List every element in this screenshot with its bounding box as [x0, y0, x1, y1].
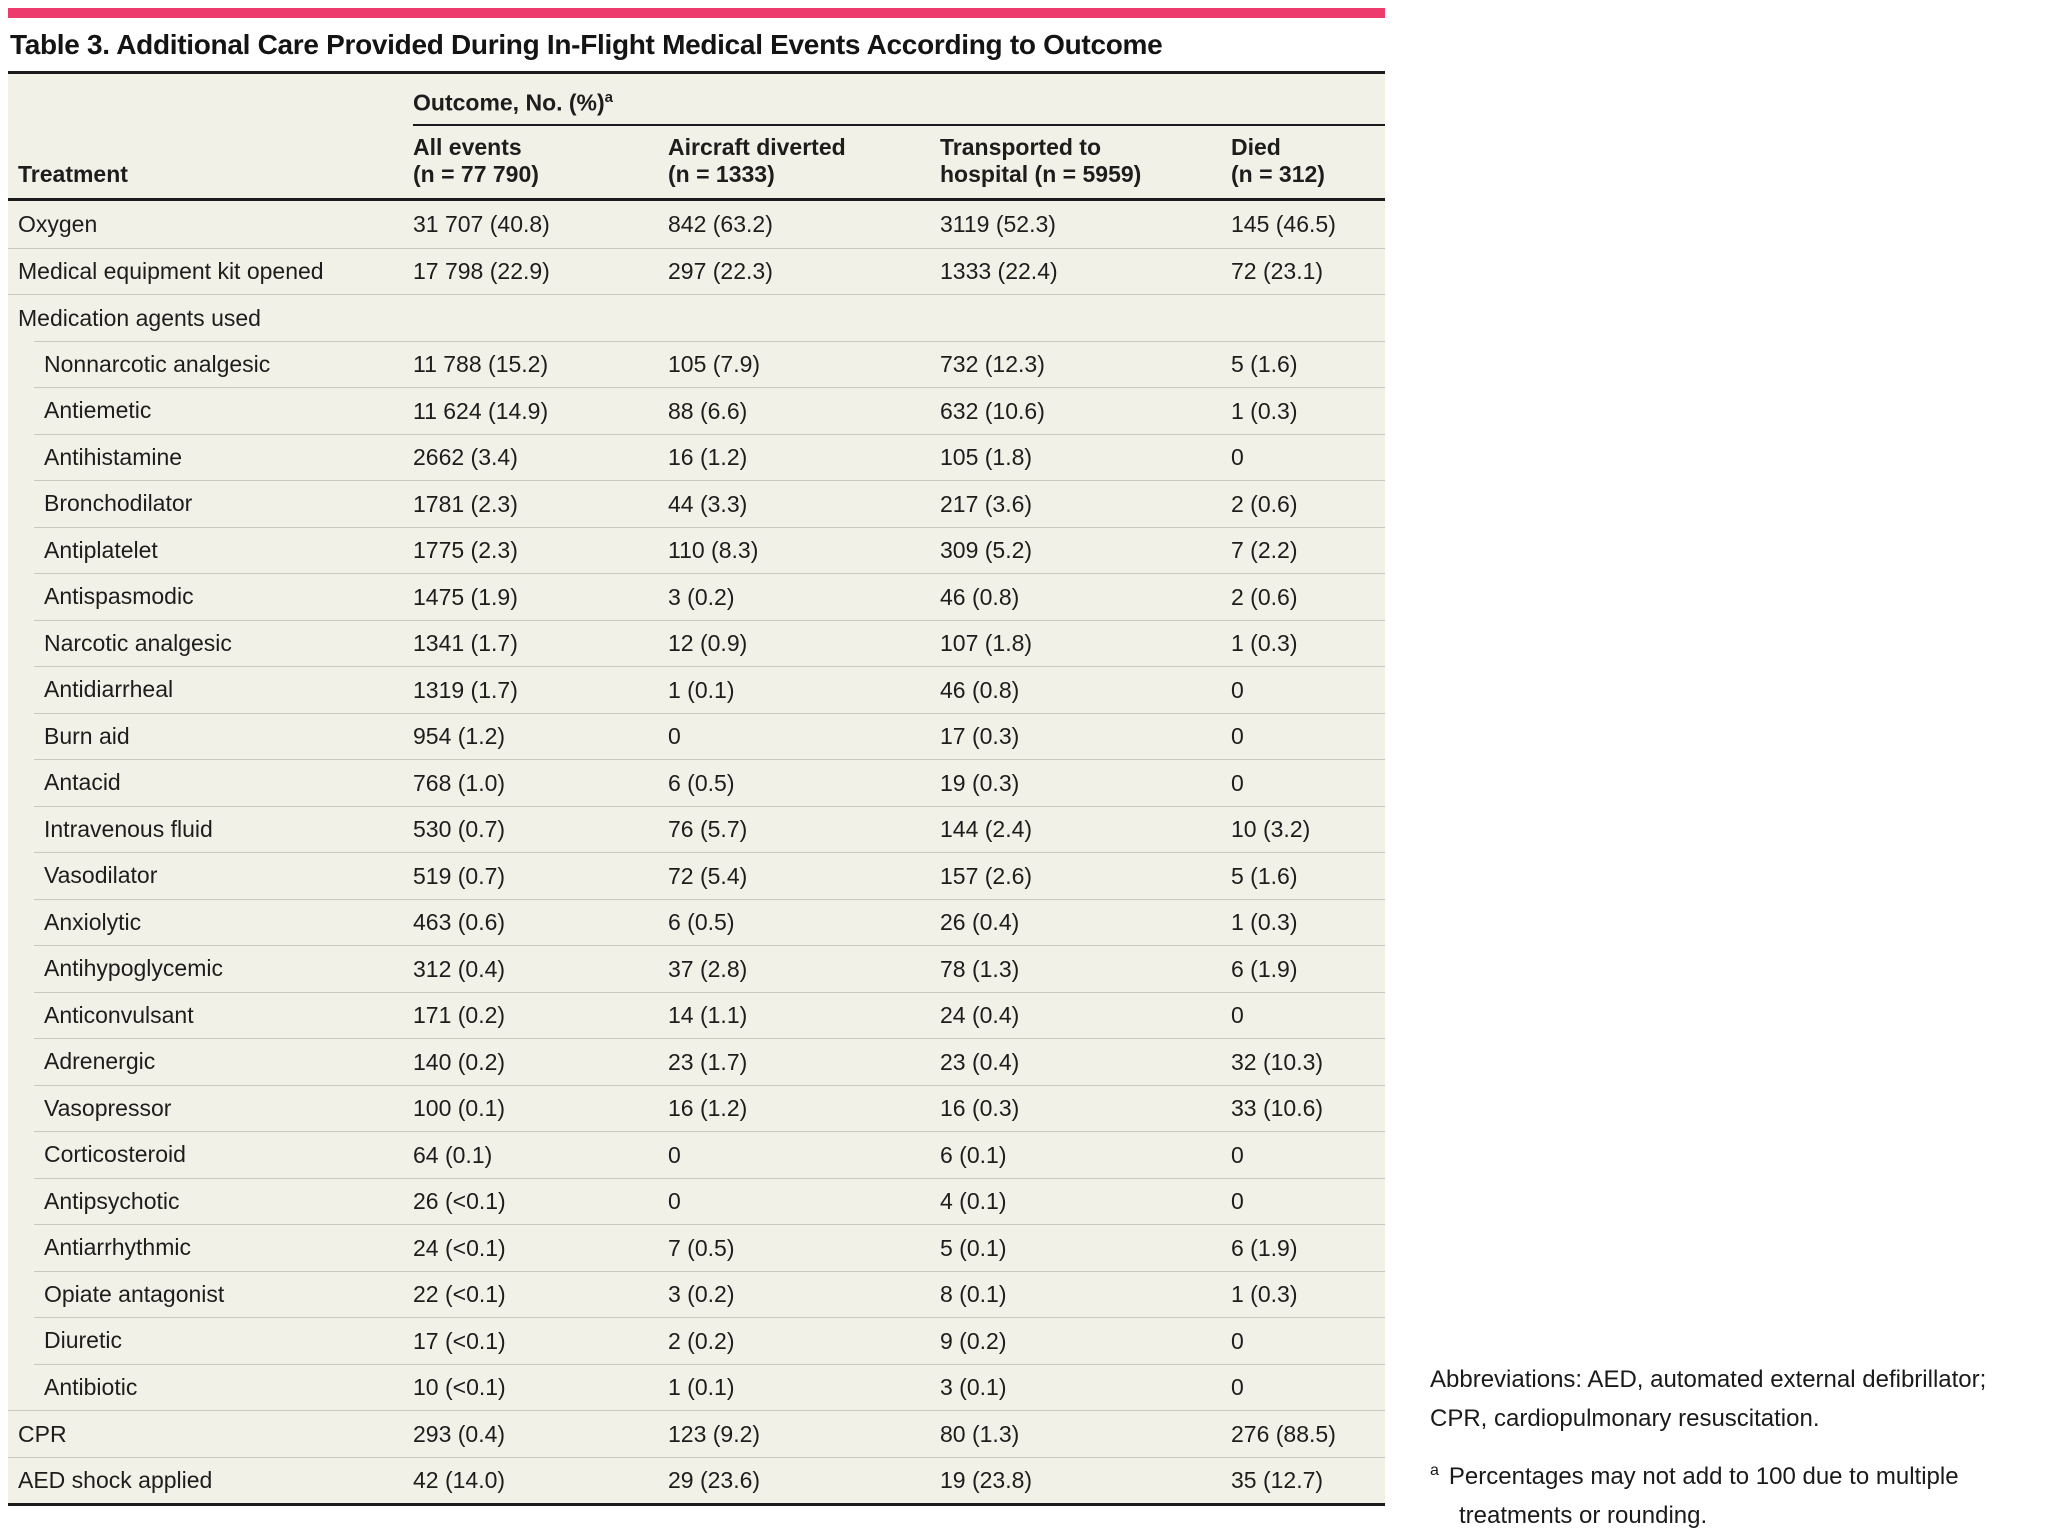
value-cell: 1475 (1.9)	[413, 573, 668, 620]
column-header-line: Transported to	[940, 134, 1102, 161]
value-cell: 217 (3.6)	[940, 480, 1231, 527]
value-cell: 3119 (52.3)	[940, 211, 1056, 238]
value-cell: 23 (0.4)	[940, 1038, 1231, 1085]
value-cell: 16 (0.3)	[940, 1085, 1231, 1132]
value-cell: 1 (0.1)	[668, 666, 940, 713]
value-cell: 46 (0.8)	[940, 573, 1231, 620]
value-cell: 31 707 (40.8)	[413, 211, 550, 238]
value-cell: 4 (0.1)	[940, 1178, 1231, 1225]
table-row	[8, 434, 1385, 481]
value-cell: 5 (0.1)	[940, 1224, 1231, 1271]
treatment-label: Narcotic analgesic	[8, 620, 413, 667]
treatment-label: Antihistamine	[8, 434, 413, 481]
table-row	[8, 1364, 1385, 1411]
value-cell: 0	[1231, 713, 1385, 760]
treatment-label: Antidiarrheal	[8, 666, 413, 713]
table-row	[8, 1178, 1385, 1225]
value-cell: 1775 (2.3)	[413, 527, 668, 574]
value-cell: 44 (3.3)	[668, 480, 940, 527]
column-header-transported	[940, 126, 1231, 201]
treatment-label: Vasodilator	[8, 852, 413, 899]
value-cell: 72 (5.4)	[668, 852, 940, 899]
value-cell: 842 (63.2)	[668, 211, 773, 238]
value-cell: 157 (2.6)	[940, 852, 1231, 899]
value-cell: 29 (23.6)	[668, 1457, 940, 1504]
value-cell: 6 (0.5)	[668, 759, 940, 806]
spanner-row	[8, 74, 1385, 127]
value-cell: 32 (10.3)	[1231, 1038, 1385, 1085]
value-cell: 16 (1.2)	[668, 1085, 940, 1132]
table-row	[8, 294, 1385, 341]
value-cell: 5 (1.6)	[1231, 852, 1385, 899]
value-cell: 0	[1231, 1317, 1385, 1364]
value-cell: 22 (<0.1)	[413, 1271, 668, 1318]
value-cell: 11 624 (14.9)	[413, 387, 668, 434]
table-row	[8, 806, 1385, 853]
treatment-label: Vasopressor	[8, 1085, 413, 1132]
spanner-footnote-marker: a	[604, 88, 614, 106]
value-cell: 107 (1.8)	[940, 620, 1231, 667]
table-row	[8, 759, 1385, 806]
value-cell: 6 (0.1)	[940, 1131, 1231, 1178]
value-cell: 1341 (1.7)	[413, 620, 668, 667]
treatment-label: Anxiolytic	[8, 899, 413, 946]
value-cell: 140 (0.2)	[413, 1038, 668, 1085]
treatment-label: Nonnarcotic analgesic	[8, 341, 413, 388]
table-row	[8, 620, 1385, 667]
table-row	[8, 201, 1385, 248]
treatment-label: Medical equipment kit opened	[8, 248, 413, 295]
value-cell: 105 (7.9)	[668, 341, 940, 388]
value-cell: 11 788 (15.2)	[413, 341, 668, 388]
value-cell: 72 (23.1)	[1231, 248, 1385, 295]
table-row	[8, 527, 1385, 574]
value-cell: 76 (5.7)	[668, 806, 940, 853]
value-cell: 110 (8.3)	[668, 527, 940, 574]
value-cell: 0	[668, 713, 940, 760]
value-cell: 144 (2.4)	[940, 806, 1231, 853]
value-cell: 123 (9.2)	[668, 1410, 940, 1457]
value-cell: 1333 (22.4)	[940, 248, 1231, 295]
value-cell: 293 (0.4)	[413, 1410, 668, 1457]
treatment-label: Opiate antagonist	[8, 1271, 413, 1318]
value-cell: 17 (0.3)	[940, 713, 1231, 760]
value-cell: 80 (1.3)	[940, 1410, 1231, 1457]
value-cell: 0	[668, 1131, 940, 1178]
value-cell	[668, 294, 940, 341]
treatment-label: Antiarrhythmic	[8, 1224, 413, 1271]
treatment-label: Oxygen	[18, 211, 98, 238]
treatment-label: CPR	[8, 1410, 413, 1457]
treatment-label: Antihypoglycemic	[8, 945, 413, 992]
value-cell: 26 (0.4)	[940, 899, 1231, 946]
footnote-a-marker: a	[1430, 1462, 1439, 1479]
value-cell: 2 (0.6)	[1231, 573, 1385, 620]
table-figure	[8, 8, 1385, 1506]
value-cell: 10 (<0.1)	[413, 1364, 668, 1411]
value-cell: 1 (0.3)	[1231, 620, 1385, 667]
value-cell: 1 (0.3)	[1231, 1271, 1385, 1318]
treatment-label: Antacid	[8, 759, 413, 806]
value-cell: 88 (6.6)	[668, 387, 940, 434]
table-row	[8, 341, 1385, 388]
accent-bar	[8, 8, 1385, 18]
value-cell: 35 (12.7)	[1231, 1457, 1385, 1504]
column-header-line: hospital (n = 5959)	[940, 161, 1142, 188]
table-row	[8, 1457, 1385, 1504]
table-row	[8, 1038, 1385, 1085]
footnote-a	[1430, 1451, 2034, 1535]
column-header-treatment: Treatment	[8, 74, 413, 201]
treatment-label: Adrenergic	[8, 1038, 413, 1085]
value-cell: 46 (0.8)	[940, 666, 1231, 713]
value-cell: 6 (0.5)	[668, 899, 940, 946]
value-cell: 17 798 (22.9)	[413, 248, 668, 295]
treatment-label: Medication agents used	[8, 294, 413, 341]
value-cell: 954 (1.2)	[413, 713, 668, 760]
value-cell: 2662 (3.4)	[413, 434, 668, 481]
column-header-line: (n = 312)	[1231, 161, 1325, 188]
value-cell: 37 (2.8)	[668, 945, 940, 992]
value-cell: 24 (<0.1)	[413, 1224, 668, 1271]
value-cell: 1 (0.3)	[1231, 387, 1385, 434]
value-cell: 7 (0.5)	[668, 1224, 940, 1271]
value-cell: 8 (0.1)	[940, 1271, 1231, 1318]
value-cell: 632 (10.6)	[940, 387, 1231, 434]
treatment-label: Corticosteroid	[8, 1131, 413, 1178]
value-cell: 24 (0.4)	[940, 992, 1231, 1039]
value-cell: 3 (0.2)	[668, 573, 940, 620]
value-cell: 16 (1.2)	[668, 434, 940, 481]
value-cell: 768 (1.0)	[413, 759, 668, 806]
value-cell: 0	[1231, 1364, 1385, 1411]
value-cell: 309 (5.2)	[940, 527, 1231, 574]
table-row	[8, 1410, 1385, 1457]
value-cell: 23 (1.7)	[668, 1038, 940, 1085]
value-cell: 64 (0.1)	[413, 1131, 668, 1178]
value-cell: 0	[668, 1178, 940, 1225]
value-cell: 297 (22.3)	[668, 248, 940, 295]
value-cell: 1319 (1.7)	[413, 666, 668, 713]
value-cell: 100 (0.1)	[413, 1085, 668, 1132]
footnote-a-text: Percentages may not add to 100 due to multiple treatments or rounding.	[1448, 1463, 1959, 1529]
value-cell: 519 (0.7)	[413, 852, 668, 899]
treatment-label: Antipsychotic	[8, 1178, 413, 1225]
value-cell: 312 (0.4)	[413, 945, 668, 992]
value-cell: 5 (1.6)	[1231, 341, 1385, 388]
value-cell: 0	[1231, 759, 1385, 806]
table-row	[8, 992, 1385, 1039]
value-cell: 78 (1.3)	[940, 945, 1231, 992]
column-header-line: (n = 1333)	[668, 161, 775, 188]
value-cell: 276 (88.5)	[1231, 1410, 1385, 1457]
spanner-label: Outcome, No. (%)	[413, 89, 605, 116]
table-header	[8, 74, 1385, 201]
value-cell: 19 (23.8)	[940, 1457, 1231, 1504]
spanner-header	[413, 74, 1385, 127]
value-cell: 2 (0.2)	[668, 1317, 940, 1364]
value-cell: 463 (0.6)	[413, 899, 668, 946]
column-header-line: Aircraft diverted	[668, 134, 846, 161]
value-cell: 12 (0.9)	[668, 620, 940, 667]
treatment-label: Antispasmodic	[8, 573, 413, 620]
value-cell: 105 (1.8)	[940, 434, 1231, 481]
table-row	[8, 852, 1385, 899]
column-header-line: Died	[1231, 134, 1281, 161]
table-row	[8, 573, 1385, 620]
table-row	[8, 945, 1385, 992]
column-header-aircraft-diverted	[668, 126, 940, 201]
table-row	[8, 248, 1385, 295]
table-row	[8, 713, 1385, 760]
value-cell: 3 (0.1)	[940, 1364, 1231, 1411]
column-header-all-events	[413, 126, 668, 201]
table-row	[8, 1271, 1385, 1318]
value-cell: 6 (1.9)	[1231, 1224, 1385, 1271]
abbreviations-note: Abbreviations: AED, automated external defibrillator; CPR, cardiopulmonary resuscitation.	[1430, 1366, 1987, 1432]
table-row	[8, 1131, 1385, 1178]
outcomes-table	[8, 71, 1385, 1506]
value-cell: 0	[1231, 992, 1385, 1039]
table-row	[8, 899, 1385, 946]
table-row	[8, 1085, 1385, 1132]
table-body	[8, 201, 1385, 1503]
table-title: Table 3. Additional Care Provided During In-Flight Medical Events According to Outcome	[10, 29, 1163, 60]
value-cell: 33 (10.6)	[1231, 1085, 1385, 1132]
value-cell: 6 (1.9)	[1231, 945, 1385, 992]
treatment-label: Antiemetic	[8, 387, 413, 434]
treatment-label: Diuretic	[8, 1317, 413, 1364]
value-cell: 14 (1.1)	[668, 992, 940, 1039]
table-row	[8, 666, 1385, 713]
value-cell: 1781 (2.3)	[413, 480, 668, 527]
value-cell: 0	[1231, 666, 1385, 713]
table-row	[8, 480, 1385, 527]
value-cell: 19 (0.3)	[940, 759, 1231, 806]
value-cell: 26 (<0.1)	[413, 1178, 668, 1225]
column-header-line: All events	[413, 134, 522, 161]
value-cell: 2 (0.6)	[1231, 480, 1385, 527]
value-cell: 17 (<0.1)	[413, 1317, 668, 1364]
treatment-label: Burn aid	[8, 713, 413, 760]
value-cell: 9 (0.2)	[940, 1317, 1231, 1364]
value-cell: 3 (0.2)	[668, 1271, 940, 1318]
column-header-died	[1231, 126, 1385, 201]
value-cell: 0	[1231, 1178, 1385, 1225]
treatment-label: AED shock applied	[8, 1457, 413, 1504]
treatment-label: Antibiotic	[8, 1364, 413, 1411]
value-cell: 732 (12.3)	[940, 341, 1231, 388]
treatment-label: Bronchodilator	[8, 480, 413, 527]
footnotes	[1430, 1360, 2034, 1535]
table-row	[8, 387, 1385, 434]
value-cell	[413, 294, 668, 341]
value-cell: 145 (46.5)	[1231, 211, 1336, 238]
value-cell: 42 (14.0)	[413, 1457, 668, 1504]
value-cell: 1 (0.1)	[668, 1364, 940, 1411]
value-cell: 7 (2.2)	[1231, 527, 1385, 574]
column-header-line: (n = 77 790)	[413, 161, 539, 188]
value-cell: 530 (0.7)	[413, 806, 668, 853]
value-cell: 10 (3.2)	[1231, 806, 1385, 853]
treatment-label: Antiplatelet	[8, 527, 413, 574]
value-cell: 0	[1231, 434, 1385, 481]
treatment-label: Intravenous fluid	[8, 806, 413, 853]
value-cell	[1231, 294, 1385, 341]
table-row	[8, 1224, 1385, 1271]
treatment-label: Anticonvulsant	[8, 992, 413, 1039]
value-cell: 0	[1231, 1131, 1385, 1178]
value-cell: 171 (0.2)	[413, 992, 668, 1039]
value-cell: 1 (0.3)	[1231, 899, 1385, 946]
table-row	[8, 1317, 1385, 1364]
value-cell	[940, 294, 1231, 341]
